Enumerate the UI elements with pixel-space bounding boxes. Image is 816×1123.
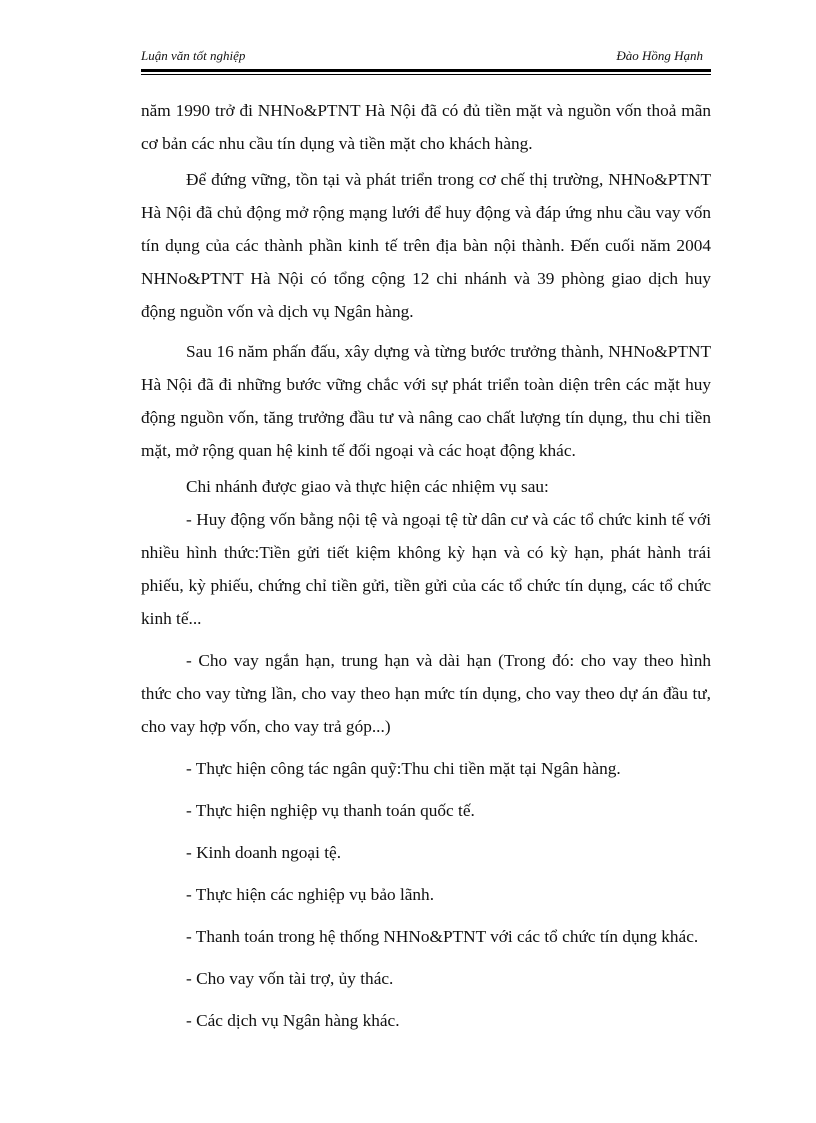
header-rule-thick: [141, 69, 711, 72]
header-thesis-title: Luận văn tốt nghiệp: [141, 48, 246, 63]
task-item-mobilize-capital: - Huy động vốn bằng nội tệ và ngoại tệ từ dân cư và các tổ chức kinh tế với nhiều hình thức:Tiền gửi tiết kiệm không kỳ hạn và có kỳ hạn, phát hành trái phiếu, kỳ phiếu, chứng chỉ tiền gửi, tiền gửi của các tổ chức tín dụng, các tổ chức kinh tế...: [141, 510, 711, 628]
task-item-interbank-payment: - Thanh toán trong hệ thống NHNo&PTNT với các tổ chức tín dụng khác.: [186, 927, 699, 946]
document-body: [141, 94, 711, 1037]
header-rule-thin: [141, 74, 711, 75]
paragraph-network-expansion: Để đứng vững, tồn tại và phát triển trong cơ chế thị trường, NHNo&PTNT Hà Nội đã chủ động mở rộng mạng lưới để huy động và đáp ứng nhu cầu vay vốn tín dụng của các thành phần kinh tế trên địa bàn nội thành. Đến cuối năm 2004 NHNo&PTNT Hà Nội có tổng cộng 12 chi nhánh và 39 phòng giao dịch huy động nguồn vốn và dịch vụ Ngân hàng.: [141, 170, 711, 321]
task-item-guarantees: - Thực hiện các nghiệp vụ bảo lãnh.: [186, 885, 435, 904]
task-item-other-services: - Các dịch vụ Ngân hàng khác.: [186, 1011, 400, 1030]
header-author-name: Đào Hồng Hạnh: [616, 48, 703, 63]
task-item-foreign-exchange: - Kinh doanh ngoại tệ.: [186, 843, 342, 862]
page-header: [141, 48, 711, 70]
paragraph-development: Sau 16 năm phấn đấu, xây dựng và từng bước trưởng thành, NHNo&PTNT Hà Nội đã đi những bước vững chắc với sự phát triển toàn diện trên các mặt huy động nguồn vốn, tăng trưởng đầu tư và nâng cao chất lượng tín dụng, thu chi tiền mặt, mở rộng quan hệ kinh tế đối ngoại và các hoạt động khác.: [141, 342, 711, 460]
paragraph-tasks-intro: Chi nhánh được giao và thực hiện các nhiệm vụ sau:: [186, 477, 549, 496]
paragraph-continuation: năm 1990 trở đi NHNo&PTNT Hà Nội đã có đủ tiền mặt và nguồn vốn thoả mãn cơ bản các nhu cầu tín dụng và tiền mặt cho khách hàng.: [141, 101, 711, 153]
task-item-international-payment: - Thực hiện nghiệp vụ thanh toán quốc tế.: [186, 801, 475, 820]
task-item-entrusted-lending: - Cho vay vốn tài trợ, ủy thác.: [186, 969, 394, 988]
task-item-treasury: - Thực hiện công tác ngân quỹ:Thu chi tiền mặt tại Ngân hàng.: [186, 759, 621, 778]
task-item-lending: - Cho vay ngắn hạn, trung hạn và dài hạn (Trong đó: cho vay theo hình thức cho vay từng lần, cho vay theo hạn mức tín dụng, cho vay theo dự án đầu tư, cho vay hợp vốn, cho vay trả góp...): [141, 651, 711, 736]
